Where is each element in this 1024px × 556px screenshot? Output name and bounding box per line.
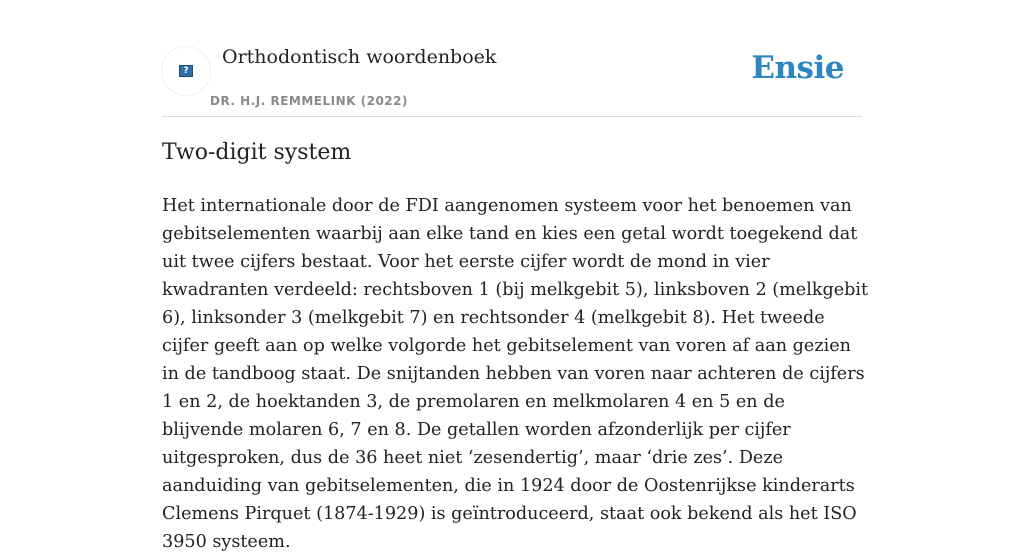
entry-title: Two-digit system: [162, 140, 352, 165]
book-icon: ?: [179, 65, 193, 77]
book-cover-thumbnail[interactable]: [162, 47, 210, 95]
dictionary-header: [162, 40, 862, 117]
book-author: DR. H.J. REMMELINK (2022): [210, 94, 408, 108]
book-title-link[interactable]: Orthodontisch woordenboek: [222, 46, 497, 68]
entry-definition: Het internationale door de FDI aangenomen systeem voor het benoemen van gebitselementen waarbij aan elke tand en kies een getal wordt toegekend dat uit twee cijfers bestaat. Voor het eerste cijfer wordt de mond in vier kwadranten verdeeld: rechtsboven 1 (bij melkgebit 5), linksboven 2 (melkgebit 6), linksonder 3 (melkgebit 7) en rechtsonder 4 (melkgebit 8). Het tweede cijfer geeft aan op welke volgorde het gebitselement van voren af aan gezien in de tandboog staat. De snijtanden hebben van voren naar achteren de cijfers 1 en 2, de hoektanden 3, de premolaren en melkmolaren 4 en 5 en de blijvende molaren 6, 7 en 8. De getallen worden afzonderlijk per cijfer uitgesproken, dus de 36 heet niet ‘zesendertig’, maar ‘drie zes’. Deze aanduiding van gebitselementen, die in 1924 door de Oostenrijkse kinderarts Clemens Pirquet (1874-1929) is geïntroduceerd, staat ook bekend als het ISO 3950 systeem.: [162, 196, 869, 552]
ensie-logo[interactable]: Ensie: [751, 50, 844, 86]
